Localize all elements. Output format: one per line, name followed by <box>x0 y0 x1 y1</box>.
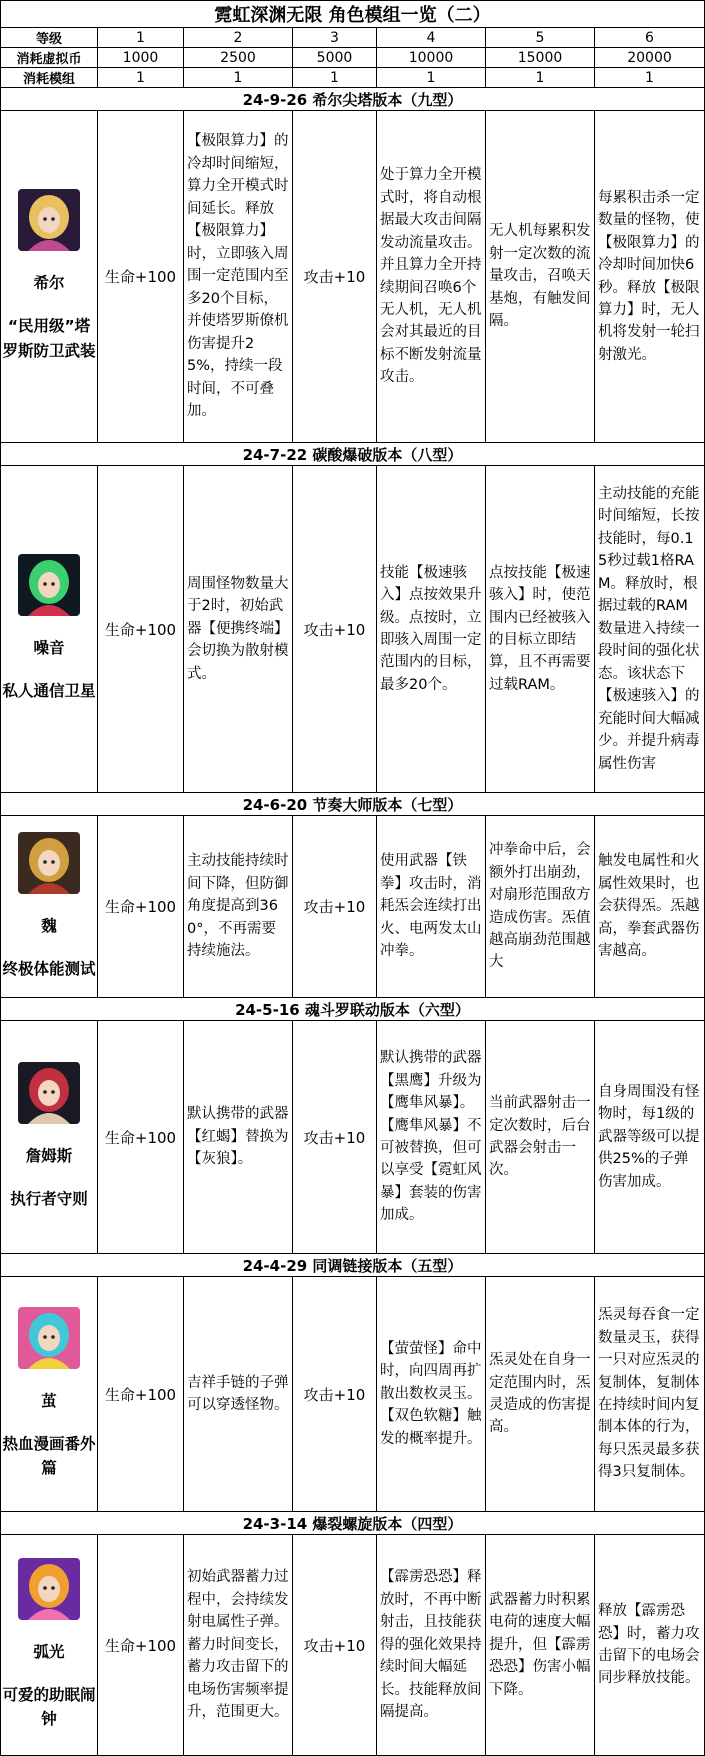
character-row <box>1 816 704 998</box>
character-subtitle: 热血漫画番外篇 <box>2 1434 96 1478</box>
character-row <box>1 111 704 443</box>
cost-row <box>1 48 704 68</box>
cost-2: 2500 <box>184 48 293 67</box>
character-name: 詹姆斯 <box>25 1147 73 1166</box>
level-5: 5 <box>486 28 595 47</box>
level5-effect: 炁灵处在自身一定范围内时，炁灵造成的伤害提高。 <box>486 1277 595 1511</box>
level2-effect: 周围怪物数量大于2时，初始武器【便携终端】会切换为散射模式。 <box>184 466 293 792</box>
level1-bonus: 生命+100 <box>98 816 184 997</box>
level4-effect: 默认携带的武器【黑鹰】升级为【鹰隼风暴】。【鹰隼风暴】不可被替换，但可以享受【霓虹风暴】套装的伤害加成。 <box>377 1021 486 1253</box>
level-4: 4 <box>377 28 486 47</box>
level5-effect: 当前武器射击一定次数时，后台武器会射击一次。 <box>486 1021 595 1253</box>
page-title: 霓虹深渊无限 角色模组一览（二） <box>1 1 704 28</box>
version-header: 24-3-14 爆裂螺旋版本（四型） <box>1 1512 704 1535</box>
level3-bonus: 攻击+10 <box>293 1021 377 1253</box>
character-subtitle: 私人通信卫星 <box>2 682 96 700</box>
character-cell <box>1 1021 98 1253</box>
level1-bonus: 生命+100 <box>98 1535 184 1755</box>
cost-5: 15000 <box>486 48 595 67</box>
level6-effect: 释放【霹雳恐恐】时，蓄力攻击留下的电场会同步释放技能。 <box>598 1603 700 1687</box>
character-subtitle: 可爱的助眠闹钟 <box>2 1685 96 1729</box>
level2-effect: 初始武器蓄力过程中，会持续发射电属性子弹。蓄力时间变长，蓄力攻击留下的电场伤害频率提升，范围更大。 <box>184 1535 293 1755</box>
character-cell <box>1 466 98 792</box>
level3-bonus: 攻击+10 <box>293 1277 377 1511</box>
level5-effect: 无人机每累积发射一定次数的流量攻击，召唤天基炮，有触发间隔。 <box>486 111 595 442</box>
level5-effect: 武器蓄力时积累电荷的速度大幅提升，但【霹雳恐恐】伤害小幅下降。 <box>486 1535 595 1755</box>
character-row <box>1 1277 704 1512</box>
level-row <box>1 28 704 48</box>
level-2: 2 <box>184 28 293 47</box>
level3-bonus: 攻击+10 <box>293 466 377 792</box>
character-cell <box>1 1535 98 1755</box>
character-name: 希尔 <box>33 274 65 293</box>
character-cell <box>1 1277 98 1511</box>
suited-man-avatar-icon <box>18 1062 80 1124</box>
level5-effect: 点按技能【极速骇入】时，使范围内已经被骇入的目标立即结算，且不再需要过载RAM。 <box>486 466 595 792</box>
character-subtitle: 执行者守则 <box>10 1190 88 1208</box>
version-header: 24-6-20 节奏大师版本（七型） <box>1 793 704 816</box>
module-row <box>1 68 704 88</box>
level3-bonus: 攻击+10 <box>293 816 377 997</box>
module-3: 1 <box>293 68 377 87</box>
character-name: 噪音 <box>33 639 65 658</box>
cost-1: 1000 <box>98 48 184 67</box>
module-5: 1 <box>486 68 595 87</box>
character-name: 弧光 <box>33 1642 65 1661</box>
module-4: 1 <box>377 68 486 87</box>
character-row <box>1 466 704 793</box>
level6-effect: 炁灵每吞食一定数量灵玉，获得一只对应炁灵的复制体，复制体在持续时间内复制本体的行为，每只炁灵最多获得3只复制体。 <box>598 1307 700 1481</box>
level1-bonus: 生命+100 <box>98 1021 184 1253</box>
cyan-hair-girl-avatar-icon <box>18 1307 80 1369</box>
level4-effect: 处于算力全开模式时，将自动根据最大攻击间隔发动流量攻击。并且算力全开持续期间召唤6个无人机，无人机会对其最近的目标不断发射流量攻击。 <box>377 111 486 442</box>
level2-effect: 吉祥手链的子弹可以穿透怪物。 <box>184 1277 293 1511</box>
version-header: 24-5-16 魂斗罗联动版本（六型） <box>1 998 704 1021</box>
level5-effect: 冲拳命中后，会额外打出崩劲，对扇形范围敌方造成伤害。炁值越高崩劲范围越大 <box>486 816 595 997</box>
module-2: 1 <box>184 68 293 87</box>
armored-monk-avatar-icon <box>18 832 80 894</box>
version-header: 24-7-22 碳酸爆破版本（八型） <box>1 443 704 466</box>
character-subtitle: 终极体能测试 <box>2 959 96 978</box>
level-label: 等级 <box>1 28 98 47</box>
level-6: 6 <box>645 29 654 46</box>
level1-bonus: 生命+100 <box>98 111 184 442</box>
level4-effect: 【霹雳恐恐】释放时，不再中断射击，且技能获得的强化效果持续时间大幅延长。技能释放间隔提高。 <box>377 1535 486 1755</box>
character-cell <box>1 816 98 997</box>
character-row <box>1 1021 704 1254</box>
level1-bonus: 生命+100 <box>98 1277 184 1511</box>
character-name: 茧 <box>41 1391 57 1410</box>
cost-3: 5000 <box>293 48 377 67</box>
level6-effect: 主动技能的充能时间缩短，长按技能时，每0.15秒过载1格RAM。释放时，根据过载的RAM数量进入持续一段时间的强化状态。该状态下【极速骇入】的充能时间大幅减少。并提升病毒属性伤害 <box>598 485 700 772</box>
level6-effect: 触发电属性和火属性效果时，也会获得炁。炁越高，拳套武器伤害越高。 <box>598 853 700 960</box>
level4-effect: 使用武器【铁拳】攻击时，消耗炁会连续打出火、电两发太山冲拳。 <box>377 816 486 997</box>
level4-effect: 【萤萤怪】命中时，向四周再扩散出数枚灵玉。【双色软糖】触发的概率提升。 <box>377 1277 486 1511</box>
orange-hair-girl-avatar-icon <box>18 1558 80 1620</box>
level3-bonus: 攻击+10 <box>293 1535 377 1755</box>
cost-6: 20000 <box>627 49 672 66</box>
version-header: 24-4-29 同调链接版本（五型） <box>1 1254 704 1277</box>
character-subtitle: “民用级”塔罗斯防卫武装 <box>2 317 96 360</box>
level2-effect: 【极限算力】的冷却时间缩短，算力全开模式时间延长。释放【极限算力】时，立即骇入周围一定范围内至多20个目标，并使塔罗斯僚机伤害提升25%，持续一段时间，不可叠加。 <box>184 111 293 442</box>
level4-effect: 技能【极速骇入】点按效果升级。点按时，立即骇入周围一定范围内的目标，最多20个。 <box>377 466 486 792</box>
module-1: 1 <box>98 68 184 87</box>
module-6: 1 <box>645 69 654 86</box>
level6-effect: 自身周围没有怪物时，每1级的武器等级可以提供25%的子弹伤害加成。 <box>598 1083 700 1190</box>
level2-effect: 主动技能持续时间下降，但防御角度提高到360°，不再需要持续施法。 <box>184 816 293 997</box>
level1-bonus: 生命+100 <box>98 466 184 792</box>
module-label: 消耗模组 <box>1 68 98 87</box>
character-name: 魏 <box>41 916 57 935</box>
blonde-girl-avatar-icon <box>18 189 80 251</box>
level6-effect: 每累积击杀一定数量的怪物，使【极限算力】的冷却时间加快6秒。释放【极限算力】时，无人机将发射一轮扫射激光。 <box>598 189 700 363</box>
level3-bonus: 攻击+10 <box>293 111 377 442</box>
character-row <box>1 1535 704 1755</box>
character-cell <box>1 111 98 442</box>
version-header: 24-9-26 希尔尖塔版本（九型） <box>1 88 704 111</box>
cost-4: 10000 <box>377 48 486 67</box>
cost-label: 消耗虚拟币 <box>1 48 98 67</box>
level-3: 3 <box>293 28 377 47</box>
level2-effect: 默认携带的武器【红蝎】替换为【灰狼】。 <box>184 1021 293 1253</box>
level-1: 1 <box>98 28 184 47</box>
green-hair-girl-avatar-icon <box>18 554 80 616</box>
